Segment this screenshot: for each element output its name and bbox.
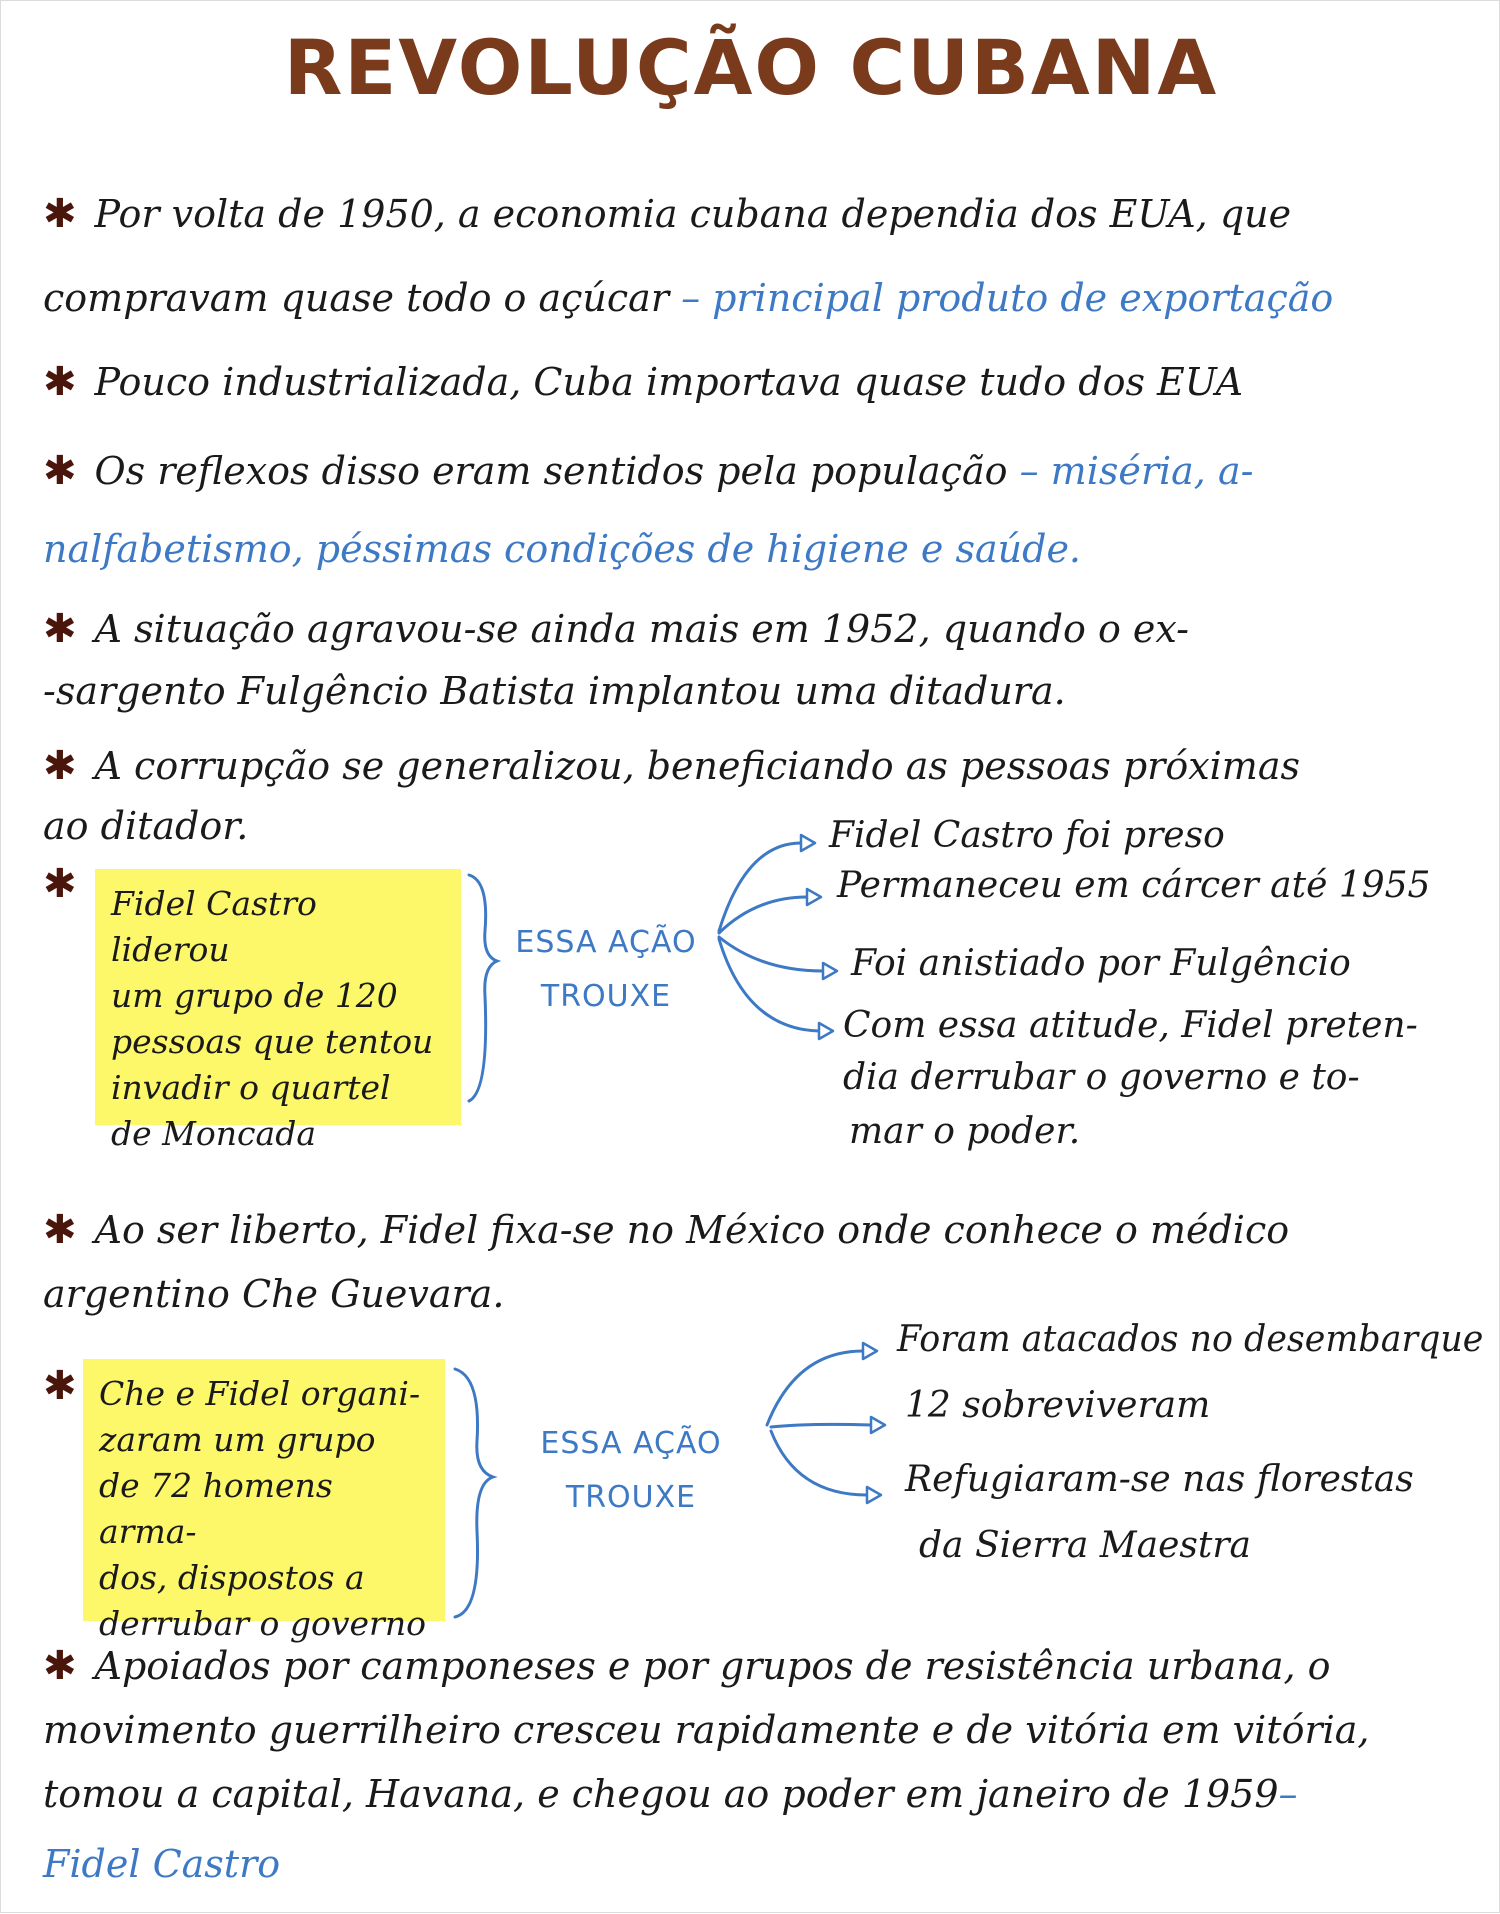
sticky-note-line: pessoas que tentou [111,1022,434,1061]
asterisk-icon: ✱ [43,448,77,494]
paragraph-text: Ao ser liberto, Fidel fixa-se no México onde conhece o médico [94,1208,1290,1252]
asterisk-icon: ✱ [43,1207,77,1253]
outcome-item: dia derrubar o governo e to- [843,1057,1360,1098]
paragraph-text: argentino Che Guevara. [43,1272,505,1316]
paragraph-text: ao ditador. [43,804,249,848]
outcome-item: 12 sobreviveram [905,1385,1211,1426]
arrow-icon [767,1351,863,1425]
arrow-icon [771,1431,867,1495]
asterisk-icon: ✱ [43,743,77,789]
arrow-icon [719,843,801,931]
asterisk-icon: ✱ [43,606,77,652]
arrowhead-icon [823,963,837,979]
sticky-note-line: Fidel Castro liderou [111,884,317,969]
paragraph-text: -sargento Fulgêncio Batista implantou uma ditadura. [43,669,1066,713]
paragraph-text: tomou a capital, Havana, e chegou ao poder em janeiro de 1959 [43,1772,1279,1816]
paragraph-highlight-text: – [1278,1772,1298,1816]
paragraph-text: A corrupção se generalizou, beneficiando as pessoas próximas [94,744,1300,788]
sticky-note-line: dos, dispostos a [99,1558,365,1597]
sticky-note-line: um grupo de 120 [111,976,398,1015]
outcome-item: Refugiaram-se nas florestas [905,1459,1414,1500]
label-line: TROUXE [565,1480,697,1515]
outcome-item: Fidel Castro foi preso [829,815,1225,856]
paragraph-text: A situação agravou-se ainda mais em 1952, quando o ex- [94,607,1190,651]
arrowhead-icon [801,835,815,851]
sticky-note-line: de Moncada [111,1114,317,1153]
brace-icon [455,1369,493,1617]
arrowhead-icon [867,1487,881,1503]
arrow-icon [771,1424,871,1427]
arrow-icon [719,897,807,933]
arrow-icon [719,939,819,1031]
sticky-note-line: derrubar o governo [99,1604,426,1643]
label-line: ESSA AÇÃO [540,1426,722,1461]
outcome-item: Foi anistiado por Fulgêncio [851,943,1351,984]
sticky-note-line: Che e Fidel organi- [99,1374,421,1413]
diagram-connectors [1,1,1500,1914]
paragraph-highlight-text: – miséria, a- [1019,449,1254,493]
asterisk-icon: ✱ [43,1643,77,1689]
label-line: ESSA AÇÃO [515,925,697,960]
sticky-note-line: de 72 homens arma- [99,1466,333,1551]
asterisk-icon: ✱ [43,861,77,907]
paragraph-text: Por volta de 1950, a economia cubana dependia dos EUA, que [94,192,1292,236]
arrowhead-icon [871,1417,885,1433]
sticky-note-line: invadir o quartel [111,1068,391,1107]
asterisk-icon: ✱ [43,1363,77,1409]
arrowhead-icon [807,889,821,905]
paragraph-text: Pouco industrializada, Cuba importava quase tudo dos EUA [94,360,1244,404]
outcome-item: Foram atacados no desembarque [897,1319,1484,1360]
paragraph-highlight-text: nalfabetismo, péssimas condições de higiene e saúde. [43,527,1082,571]
paragraph-text: movimento guerrilheiro cresceu rapidamente e de vitória em vitória, [43,1708,1370,1752]
outcome-item: mar o poder. [849,1111,1081,1152]
paragraph-text: Os reflexos disso eram sentidos pela população [94,449,1008,493]
sticky-note-line: zaram um grupo [99,1420,376,1459]
brace-icon [469,875,497,1101]
paragraph-text: compravam quase todo o açúcar [43,276,669,320]
paragraph-highlight-text: – principal produto de exportação [681,276,1334,320]
asterisk-icon: ✱ [43,359,77,405]
outcome-item: da Sierra Maestra [919,1525,1251,1566]
outcome-item: Permaneceu em cárcer até 1955 [837,865,1431,906]
outcome-item: Com essa atitude, Fidel preten- [843,1005,1418,1046]
asterisk-icon: ✱ [43,191,77,237]
arrowhead-icon [863,1343,877,1359]
arrow-icon [719,937,823,971]
arrowhead-icon [819,1023,833,1039]
paragraph-highlight-text: Fidel Castro [43,1842,281,1886]
page-title: REVOLUÇÃO CUBANA [283,23,1219,112]
label-line: TROUXE [540,979,672,1014]
paragraph-text: Apoiados por camponeses e por grupos de resistência urbana, o [94,1644,1331,1688]
